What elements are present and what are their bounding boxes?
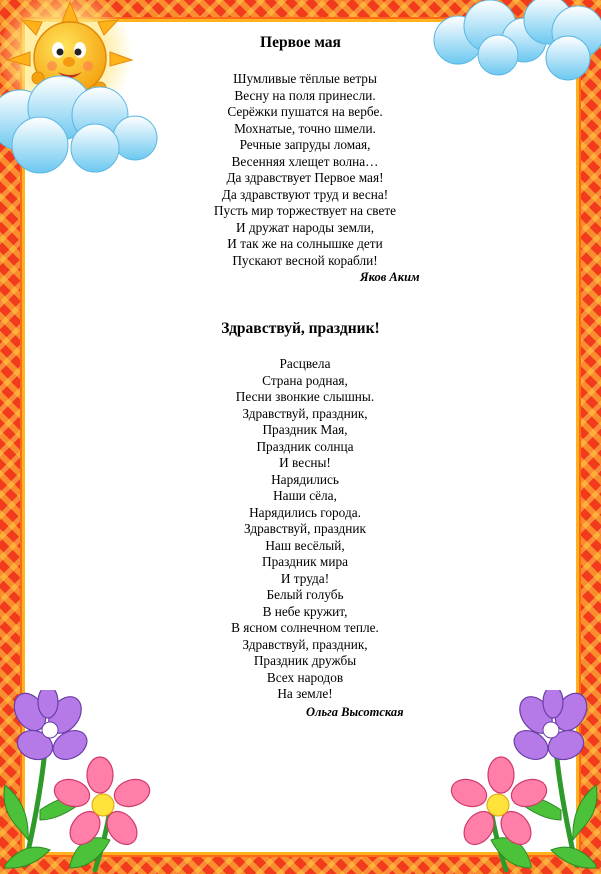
- poem-line: Весенняя хлещет волна…: [231, 153, 379, 169]
- poem-line: Наши сёла,: [273, 488, 337, 503]
- poem-line: Расцвела: [279, 356, 331, 371]
- poem-author: Ольга Высотская: [306, 705, 404, 719]
- poem-line: И так же на солнышке дети: [227, 236, 383, 251]
- poem-line: И весны!: [279, 455, 331, 470]
- poem-line: Мохнатые, точно шмели.: [234, 120, 376, 136]
- poem-line: И дружат народы земли,: [235, 219, 375, 235]
- poem-body: [0, 71, 601, 269]
- poem-line: Песни звонкие слышны.: [235, 389, 375, 404]
- poem-line: Весну на поля принесли.: [234, 87, 376, 103]
- poem-line: Здравствуй, праздник,: [242, 405, 368, 421]
- poem-line: Да здравствует Первое мая!: [226, 170, 384, 185]
- poem-body: [0, 356, 601, 703]
- poem-line: Да здравствуют труд и весна!: [221, 186, 389, 202]
- poem-line: Речные запруды ломая,: [239, 137, 371, 152]
- flower-icon: [0, 690, 160, 874]
- poem-line: Здравствуй, праздник,: [242, 636, 368, 652]
- poem-line: Шумливые тёплые ветры: [233, 71, 377, 86]
- poem-title: Здравствуй, праздник!: [221, 320, 380, 337]
- poem-line: Пускают весной корабли!: [232, 252, 378, 268]
- poem-line: Наш весёлый,: [265, 537, 345, 553]
- poem-line: На земле!: [277, 686, 333, 701]
- poem-author: Яков Аким: [360, 270, 420, 284]
- poem-line: Всех народов: [266, 669, 344, 685]
- flower-icon: [441, 690, 601, 874]
- poem-line: В небе кружит,: [262, 603, 348, 619]
- poem-line: Нарядились города.: [249, 504, 361, 520]
- poem-line: Здравствуй, праздник: [244, 521, 366, 536]
- poem-line: Страна родная,: [262, 372, 348, 388]
- poem-line: Пусть мир торжествует на свете: [213, 203, 397, 218]
- poem-line: Праздник мира: [261, 554, 349, 569]
- poem-line: Серёжки пушатся на вербе.: [227, 104, 383, 119]
- poem-line: И труда!: [280, 570, 330, 586]
- poem-title: Первое мая: [260, 34, 341, 51]
- poem-line: Праздник дружбы: [253, 653, 357, 668]
- poem-line: Белый голубь: [266, 587, 344, 602]
- poem-line: Праздник солнца: [256, 438, 354, 454]
- poem-line: Праздник Мая,: [262, 422, 348, 437]
- poem-line: В ясном солнечном тепле.: [231, 620, 379, 635]
- poem-line: Нарядились: [271, 471, 339, 487]
